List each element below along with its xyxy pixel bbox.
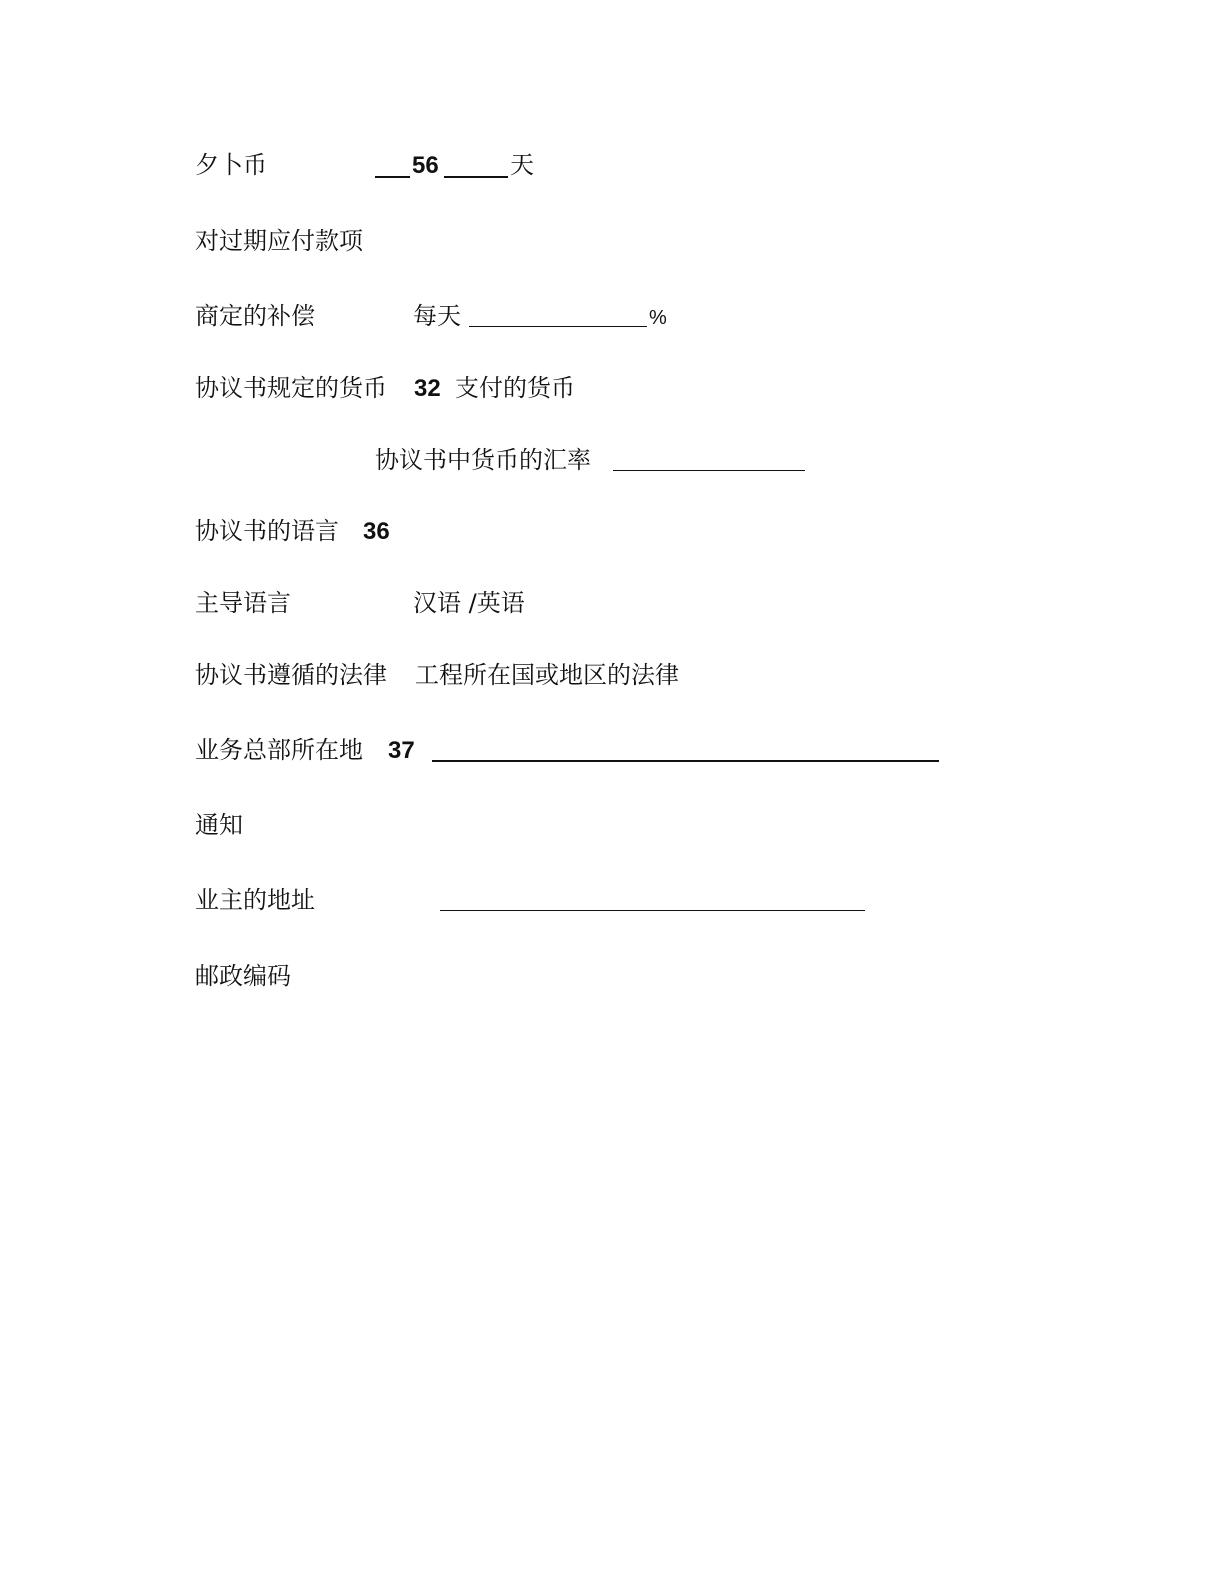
days-blank-right[interactable] [444, 176, 508, 178]
agreement-language-label: 协议书的语言 [195, 517, 339, 545]
agreement-language-ref: 36 [363, 518, 390, 545]
postal-code-label: 邮政编码 [195, 962, 291, 990]
ruling-language-label: 主导语言 [195, 589, 291, 617]
headquarters-location-field[interactable] [432, 760, 939, 762]
compensation-rate-field[interactable] [469, 326, 647, 327]
governing-law-label: 协议书遵循的法律 [195, 661, 387, 689]
days-value: 56 [412, 152, 439, 179]
notice-label: 通知 [195, 811, 243, 839]
headquarters-location-ref: 37 [388, 737, 415, 764]
agreement-currency-label: 协议书规定的货币 [195, 374, 387, 402]
exchange-rate-field[interactable] [613, 470, 805, 471]
agreement-currency-ref: 32 [414, 375, 441, 402]
payment-currency-label: 支付的货币 [455, 374, 575, 402]
days-unit: 天 [510, 151, 534, 179]
owner-address-field[interactable] [440, 910, 865, 911]
days-blank-left[interactable] [375, 176, 410, 178]
headquarters-location-label: 业务总部所在地 [195, 736, 363, 764]
exchange-rate-label: 协议书中货币的汇率 [375, 446, 591, 474]
per-day-label: 每天 [413, 302, 461, 330]
governing-law-value: 工程所在国或地区的法律 [415, 661, 679, 689]
agreed-compensation-label: 商定的补偿 [195, 302, 315, 330]
foreign-currency-label: 夕卜币 [195, 151, 267, 179]
ruling-language-value: 汉语 /英语 [413, 589, 525, 617]
percent-sign: % [649, 307, 667, 329]
owner-address-label: 业主的地址 [195, 886, 315, 914]
overdue-payments-label: 对过期应付款项 [195, 227, 363, 255]
